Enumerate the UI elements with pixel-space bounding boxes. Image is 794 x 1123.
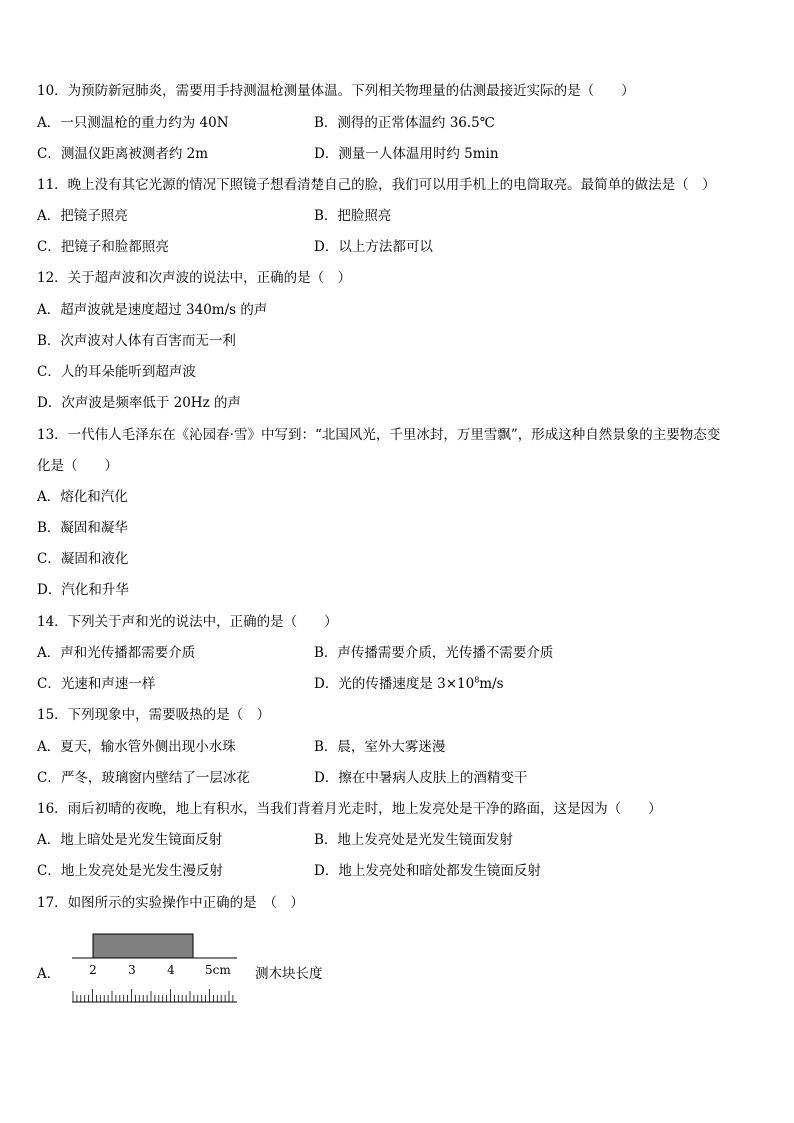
q15-stem: 15．下列现象中，需要吸热的是（ ）	[37, 707, 271, 723]
q11-stem: 11．晚上没有其它光源的情况下照镜子想看清楚自己的脸，我们可以用手机上的电筒取亮。最简单的做法是（ ）	[37, 177, 716, 193]
q11-option-c[interactable]: C．把镜子和脸都照亮	[37, 239, 169, 255]
q12-option-c[interactable]: C．人的耳朵能听到超声波	[37, 364, 196, 380]
ruler-ticks	[73, 989, 233, 1002]
q14-d-suffix: m/s	[479, 676, 504, 692]
q11-option-d[interactable]: D．以上方法都可以	[314, 239, 433, 255]
wooden-block	[93, 934, 193, 958]
q11-option-a[interactable]: A．把镜子照亮	[37, 208, 128, 224]
ruler-label-4: 4	[167, 963, 175, 977]
ruler-label-2: 2	[89, 963, 97, 977]
q11-option-b[interactable]: B．把脸照亮	[314, 208, 392, 224]
q13-option-a[interactable]: A．熔化和汽化	[37, 489, 128, 505]
ruler-figure	[65, 928, 275, 1008]
q16-option-d[interactable]: D．地上发亮处和暗处都发生镜面反射	[314, 863, 541, 879]
q15-option-c[interactable]: C．严冬，玻璃窗内壁结了一层冰花	[37, 770, 250, 786]
q10-option-d[interactable]: D．测量一人体温用时约 5min	[314, 146, 499, 162]
q16-option-b[interactable]: B．地上发亮处是光发生镜面发射	[314, 832, 513, 848]
q13-stem-line1: 13．一代伟人毛泽东在《沁园春·雪》中写到：“北国风光，千里冰封，万里雪飘”，形成这种自然景象的主要物态变	[37, 427, 721, 443]
q15-option-a[interactable]: A．夏天，输水管外侧出现小水珠	[37, 739, 236, 755]
q17-option-a-label: A．	[37, 966, 61, 982]
q17-option-a-caption: 测木块长度	[255, 966, 323, 982]
q10-stem: 10．为预防新冠肺炎，需要用手持测温枪测量体温。下列相关物理量的估测最接近实际的是（ ）	[37, 83, 635, 99]
q13-stem-line2: 化是（ ）	[37, 458, 118, 474]
q12-stem: 12．关于超声波和次声波的说法中，正确的是（ ）	[37, 270, 352, 286]
q14-stem: 14．下列关于声和光的说法中，正确的是（ ）	[37, 614, 338, 630]
q13-option-b[interactable]: B．凝固和凝华	[37, 520, 128, 536]
q13-option-d[interactable]: D．汽化和升华	[37, 582, 129, 598]
q16-option-c[interactable]: C．地上发亮处是光发生漫反射	[37, 863, 223, 879]
q12-option-b[interactable]: B．次声波对人体有百害而无一利	[37, 333, 236, 349]
q10-option-b[interactable]: B．测得的正常体温约 36.5℃	[314, 115, 495, 131]
q12-option-a[interactable]: A．超声波就是速度超过 340m/s 的声	[37, 302, 268, 318]
q16-stem: 16．雨后初晴的夜晚，地上有积水，当我们背着月光走时，地上发亮处是干净的路面，这是因为（ ）	[37, 801, 662, 817]
q14-option-a[interactable]: A．声和光传播都需要介质	[37, 645, 196, 661]
q17-option-a[interactable]	[37, 928, 357, 1008]
q13-option-c[interactable]: C．凝固和液化	[37, 551, 129, 567]
q14-option-b[interactable]: B．声传播需要介质，光传播不需要介质	[314, 645, 554, 661]
q10-option-a[interactable]: A．一只测温枪的重力约为 40N	[37, 115, 229, 131]
q16-option-a[interactable]: A．地上暗处是光发生镜面反射	[37, 832, 223, 848]
q15-option-b[interactable]: B．晨，室外大雾迷漫	[314, 739, 446, 755]
ruler-label-3: 3	[128, 963, 136, 977]
q14-d-exponent: 8	[474, 675, 480, 685]
q17-stem: 17．如图所示的实验操作中正确的是 （ ）	[37, 895, 304, 911]
q14-d-prefix: D．光的传播速度是 3×10	[314, 676, 475, 692]
ruler-label-5cm: 5cm	[205, 963, 231, 977]
q14-option-c[interactable]: C．光速和声速一样	[37, 676, 156, 692]
q14-option-d[interactable]	[314, 675, 504, 693]
q12-option-d[interactable]: D．次声波是频率低于 20Hz 的声	[37, 395, 241, 411]
q15-option-d[interactable]: D．擦在中暑病人皮肤上的酒精变干	[314, 770, 528, 786]
q10-option-c[interactable]: C．测温仪距离被测者约 2m	[37, 146, 209, 162]
